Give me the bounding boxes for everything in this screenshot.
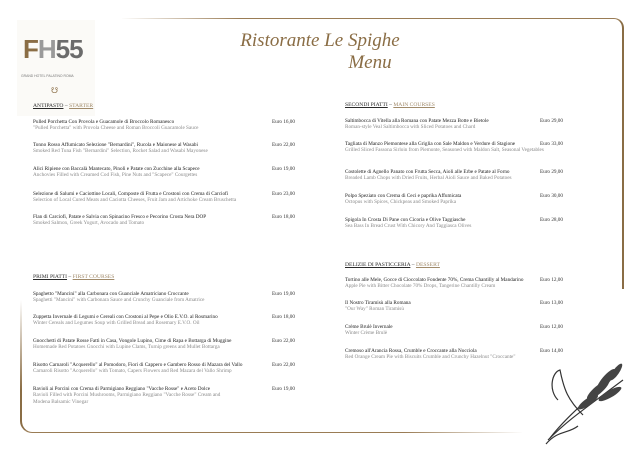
dish-name: Spaghetto "Mancini" alla Carbonara con Guanciale Amatriciano Croccante (33, 291, 189, 297)
menu-item (33, 338, 295, 351)
section-heading-primi: PRIMI PIATTI – FIRST COURSES (33, 274, 115, 280)
dish-price: Euro 18,00 (271, 314, 295, 320)
logo-emblem-icon: ☋ (51, 86, 59, 95)
menu-item (33, 362, 295, 375)
section-heading-secondi: SECONDI PIATTI – MAIN COURSES (345, 102, 435, 108)
dish-description: Apple Pie with Bitter Chocolate 70% Drops, Tangerine Chantilly Cream (345, 283, 496, 290)
section-title-it: ANTIPASTO (33, 103, 64, 109)
section-title-it: SECONDI PIATTI (345, 102, 388, 108)
dish-price: Euro 28,00 (539, 217, 563, 223)
dish-name: Gnocchetti di Patate Rosse Fatti in Casa, Vongole Lupino, Cime di Rapa e Bottarga di Muggine (33, 338, 232, 344)
menu-item (33, 119, 295, 132)
dish-name: Tortino alle Mele, Gocce di Cioccolato Fondente 70%, Crema Chantilly al Mandarino (345, 277, 524, 283)
menu-item (345, 141, 563, 154)
section-title-en: DESSERT (415, 262, 440, 268)
dish-price: Euro 19,00 (271, 166, 295, 172)
section-title-en: STARTER (69, 103, 94, 109)
dish-price: Euro 23,00 (271, 191, 295, 197)
menu-item (345, 169, 563, 182)
dish-description: Smoked Red Tuna Fish "Bernardini" Selection, Rocket Salad and Wasabi Mayonese (33, 148, 208, 155)
section-title-en: FIRST COURSES (72, 274, 115, 280)
dish-description: "Pulled Porchetta" with Provola Cheese and Roman Broccoli Guacamole Sauce (33, 125, 199, 132)
dish-price: Euro 22,00 (271, 142, 295, 148)
menu-item (345, 300, 563, 313)
section-title-it: DELIZIE DI PASTICCERIA (345, 262, 411, 268)
dish-description: Carnaroli Risotto "Acquerello" with Tomato, Capers Flowers and Red Mazara del Vallo Shrimp (33, 368, 232, 375)
menu-item (345, 193, 563, 206)
dish-price: Euro 19,00 (271, 291, 295, 297)
dish-price: Euro 29,00 (539, 118, 563, 124)
menu-item (345, 118, 563, 131)
wheat-illustration (538, 360, 630, 446)
dish-name: Alici Ripiene con Baccalà Mantecato, Pinoli e Patate con Zucchine alla Scapece (33, 166, 200, 172)
dish-name: Zuppetta Invernale di Legumi e Cereali con Crostoni al Pepe e Olio E.V.O. al Rosmarino (33, 314, 218, 320)
menu-item (33, 214, 295, 227)
dish-description: "Our Way" Roman Tiramisù (345, 306, 404, 313)
logo-subtitle: GRAND HOTEL PALATINO ROMA (21, 74, 74, 78)
dish-name: Crème Brulè Invernale (345, 324, 393, 330)
dish-description: Grilled Sliced Fassona Sirloin from Piemonte, Seasoned with Maldon Salt, Seasonal Vegetables (345, 147, 544, 154)
dish-price: Euro 18,00 (271, 214, 295, 220)
dish-price: Euro 13,00 (539, 300, 563, 306)
menu-item (33, 386, 295, 405)
menu-item (345, 324, 563, 337)
dish-description: Ravioli Filled with Porcini Mushrooms, Parmigiano Reggiano "Vacche Rosse" Cream and Modena Balsamic Vinegar (33, 392, 221, 405)
dish-description: Homemade Red Potatoes Gnocchi with Lupine Clams, Turnip greens and Mullet Bottarga (33, 344, 220, 351)
dish-price: Euro 16,00 (271, 119, 295, 125)
menu-item (33, 314, 295, 327)
dish-price: Euro 33,00 (539, 141, 563, 147)
dish-price: Euro 30,00 (539, 193, 563, 199)
dish-price: Euro 14,00 (539, 348, 563, 354)
dish-description: Winter Crème Brulè (345, 330, 388, 337)
dish-description: Sea Bass In Bread Crust With Chicory And Taggiasca Olives (345, 223, 472, 230)
section-heading-dolci: DELIZIE DI PASTICCERIA – DESSERT (345, 262, 440, 268)
dish-price: Euro 29,00 (539, 169, 563, 175)
dish-description: Selection of Local Cured Meats and Caciotta Cheeses, Fruit Jam and Artichoke Cream Bruschetta (33, 197, 237, 204)
dish-description: Roman-style Veal Saltimbocca with Sliced Potatoes and Chard (345, 124, 476, 131)
dish-price: Euro 12,00 (539, 277, 563, 283)
menu-item (345, 348, 563, 361)
dish-name: Risotto Carnaroli "Acquerello" al Pomodoro, Fiori di Cappero e Gambero Rosso di Mazara del Vallo (33, 362, 243, 368)
section-title-it: PRIMI PIATTI (33, 274, 68, 280)
section-heading-antipasto: ANTIPASTO – STARTER (33, 103, 94, 109)
dish-description: Octopus with Spices, Chickpeas and Smoked Paprika (345, 199, 457, 206)
dish-price: Euro 22,00 (271, 338, 295, 344)
dish-price: Euro 19,00 (271, 386, 295, 392)
restaurant-title: Ristorante Le Spighe (240, 30, 400, 51)
dish-description: Anchovies Filled with Creamed Cod Fish, Pine Nuts and "Scapece" Courgettes (33, 172, 198, 179)
logo-mark: FH55 (23, 34, 83, 64)
dish-name: Selezione di Salumi e Caciottine Locali, Composte di Frutta e Crostoni con Crema di Carciofi (33, 191, 229, 197)
dish-name: Tonno Rosso Affumicato Selezione "Bernardini", Rucola e Maionese al Wasabi (33, 142, 198, 148)
dish-name: Pulled Porchetta Con Provola e Guacamole di Broccolo Romanesco (33, 119, 175, 125)
section-title-en: MAIN COURSES (393, 102, 435, 108)
menu-item (33, 142, 295, 155)
dish-name: Ravioli ai Porcini con Crema di Parmigiano Reggiano "Vacche Rosse" e Aceto Dolce (33, 386, 211, 392)
dish-price: Euro 22,00 (271, 362, 295, 368)
dish-description: Spaghetti "Mancini" with Carbonara Sauce and Crunchy Guanciale from Amatrice (33, 297, 205, 304)
menu-item (33, 191, 295, 204)
dish-name: Il Nostro Tiramisù alla Romana (345, 300, 411, 306)
menu-item (345, 217, 563, 230)
dish-description: Red Orange Cream Pie with Biscuits Crumble and Crunchy Hazelnut "Croccante" (345, 354, 516, 361)
menu-item (345, 277, 563, 290)
menu-title: Menu (348, 52, 392, 73)
dish-description: Smoked Salmon, Greek Yogurt, Avocado and Tomato (33, 220, 145, 227)
dish-description: Breaded Lamb Chops with Dried Fruits, Herbal Aioli Sauce and Baked Potatoes (345, 175, 512, 182)
dish-name: Tagliata di Manzo Piemontese alla Griglia con Sale Maldon e Verdure di Stagione (345, 141, 516, 147)
dish-description: Winter Cereals and Legumes Soup with Grilled Bread and Rosemary E.V.O. Oil (33, 320, 200, 327)
dish-name: Costolette di Agnello Panato con Frutta Secca, Aioli alle Erbe e Patate al Forno (345, 169, 510, 175)
hotel-logo (17, 20, 95, 116)
menu-item (33, 166, 295, 179)
dish-name: Polpo Speziato con Crema di Ceci e paprika Affumicata (345, 193, 462, 199)
dish-name: Cremoso all'Arancia Rossa, Crumble e Croccante alla Nocciola (345, 348, 477, 354)
dish-price: Euro 12,00 (539, 324, 563, 330)
dish-name: Saltimbocca di Vitella alla Romana con Patate Mezza Botte e Bietole (345, 118, 489, 124)
dish-name: Flan di Carciofi, Patate e Salvia con Spinacino Fresco e Pecorino Crosta Nera DOP (33, 214, 207, 220)
menu-item (33, 291, 295, 304)
dish-name: Spigola In Crosta Di Pane con Cicoria e Olive Taggiasche (345, 217, 466, 223)
